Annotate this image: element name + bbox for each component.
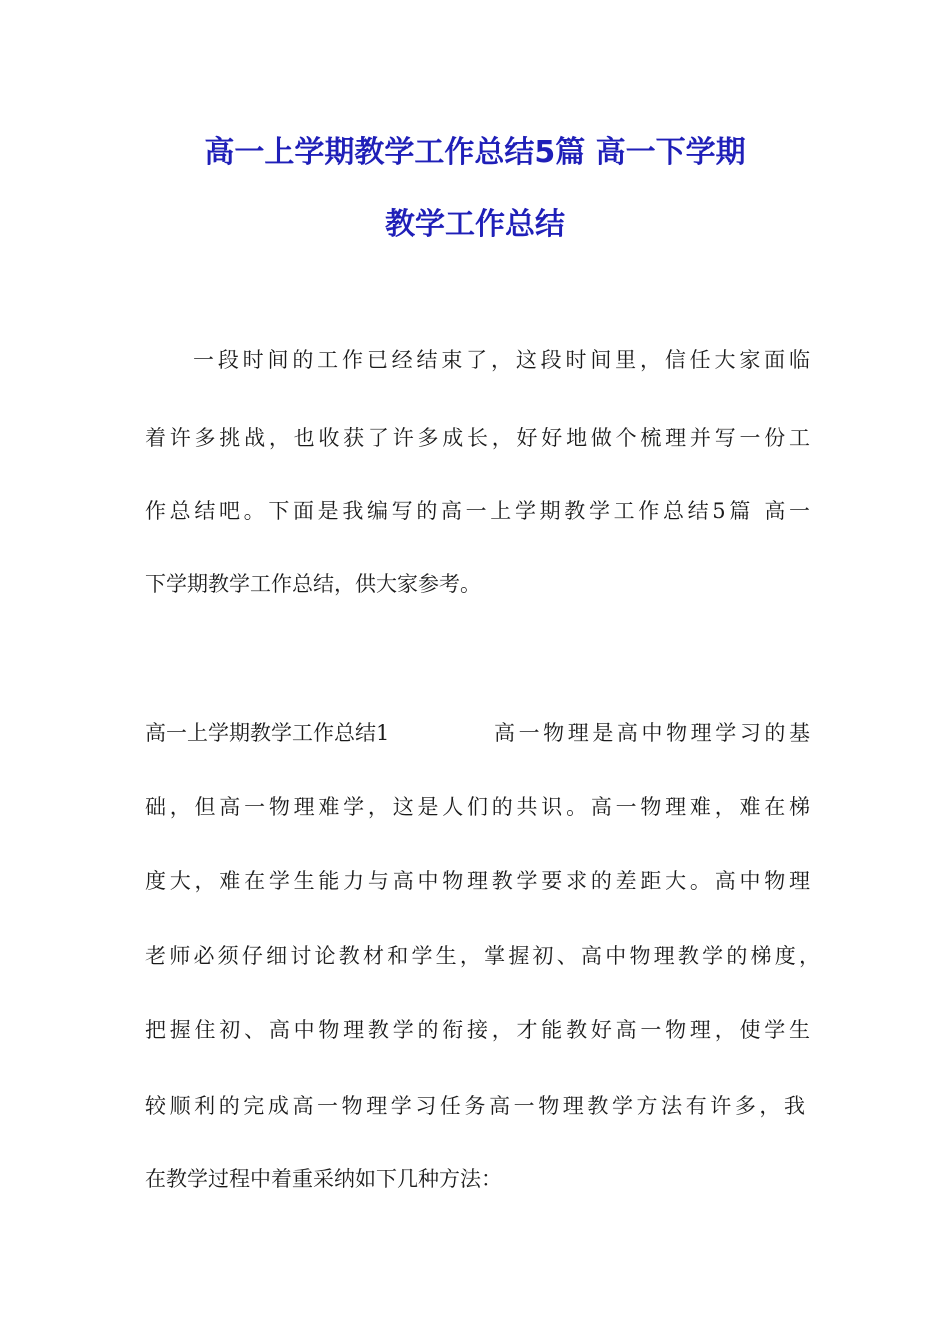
document-title-line-1: 高一上学期教学工作总结5篇 高一下学期 [204, 135, 746, 170]
section-line-5: 把握住初、高中物理教学的衔接，才能教好高一物理，使学生 [145, 1018, 810, 1042]
section-line-7: 在教学过程中着重采纳如下几种方法： [145, 1167, 502, 1191]
intro-line-4: 下学期教学工作总结，供大家参考。 [145, 572, 481, 596]
section-line-1: 高一物理是高中物理学习的基 [494, 721, 810, 745]
intro-line-1: 一段时间的工作已经结束了，这段时间里，信任大家面临 [193, 348, 810, 372]
section-line-3: 度大，难在学生能力与高中物理教学要求的差距大。高中物理 [145, 869, 810, 893]
section-line-2: 础，但高一物理难学，这是人们的共识。高一物理难，难在梯 [145, 795, 810, 819]
section-line-6: 较顺利的完成高一物理学习任务高一物理教学方法有许多，我 [145, 1094, 805, 1118]
section-line-4: 老师必须仔细讨论教材和学生，掌握初、高中物理教学的梯度， [145, 944, 820, 968]
document-title-line-2: 教学工作总结 [385, 207, 565, 242]
intro-line-3: 作总结吧。下面是我编写的高一上学期教学工作总结5篇 高一 [145, 499, 810, 523]
section-heading: 高一上学期教学工作总结1 [145, 721, 390, 745]
intro-line-2: 着许多挑战，也收获了许多成长，好好地做个梳理并写一份工 [145, 426, 810, 450]
